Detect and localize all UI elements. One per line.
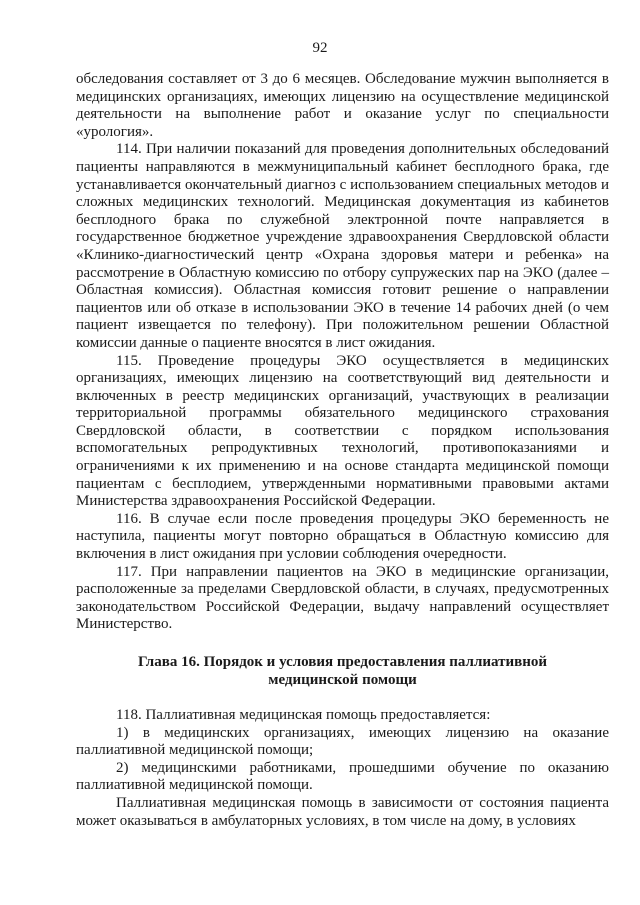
page-number: 92 (312, 40, 328, 56)
paragraph-118: 118. Паллиативная медицинская помощь предоставляется: (116, 707, 491, 723)
paragraph-115: 115. Проведение процедуры ЭКО осуществляется в медицинских организациях, имеющих лицензию на соответствующий вид деятельности и включенных в реестр медицинских организаций, участвующих в реализации территориальной программы обязательного медицинского страхования Свердловской области, в соответствии с порядком использования вспомогательных репродуктивных технологий, противопоказаниями и ограничениями к их применению и на основе стандарта медицинской помощи пациентам с бесплодием, утвержденными нормативными правовыми актами Министерства здравоохранения Российской Федерации. (76, 352, 609, 510)
chapter-heading-line-1: Глава 16. Порядок и условия предоставления паллиативной (137, 654, 548, 670)
paragraph-continuation: обследования составляет от 3 до 6 месяцев. Обследование мужчин выполняется в медицинских организациях, имеющих лицензию на осуществление медицинской деятельности на выполнение работ и оказание услуг по специальности «урология». (76, 71, 609, 140)
chapter-heading-line-2: медицинской помощи (268, 672, 417, 688)
list-item-1: 1) в медицинских организациях, имеющих лицензию на оказание паллиативной медицинской помощи; (76, 724, 609, 759)
chapter-heading (76, 653, 609, 689)
paragraph-117: 117. При направлении пациентов на ЭКО в медицинские организации, расположенные за пределами Свердловской области, в случаях, предусмотренных законодательством Российской Федерации, выдачу направлений осуществляет Министерство. (76, 563, 609, 633)
list-item-2: 2) медицинскими работниками, прошедшими обучение по оказанию паллиативной медицинской помощи. (76, 759, 609, 794)
paragraph-114: 114. При наличии показаний для проведения дополнительных обследований пациенты направляются в межмуниципальный кабинет бесплодного брака, где устанавливается окончательный диагноз с использованием специальных методов и сложных медицинских технологий. Медицинская документация из кабинетов бесплодного брака по служебной электронной почте направляется в государственное бюджетное учреждение здравоохранения Свердловской области «Клинико-диагностический центр «Охрана здоровья матери и ребенка» на рассмотрение в Областную комиссию по отбору супружеских пар на ЭКО (далее – Областная комиссия). Областная комиссия готовит решение о направлении пациентов или об отказе в использовании ЭКО в течение 14 рабочих дней (о чем пациент извещается по телефону). При положительном решении Областной комиссии данные о пациенте вносятся в лист ожидания. (76, 141, 609, 351)
paragraph-116: 116. В случае если после проведения процедуры ЭКО беременность не наступила, пациенты могут повторно обращаться в Областную комиссию для включения в лист ожидания при условии соблюдения очередности. (76, 510, 609, 563)
document-body (76, 71, 609, 830)
paragraph-palliative-conditions: Паллиативная медицинская помощь в зависимости от состояния пациента может оказываться в амбулаторных условиях, в том числе на дому, в условиях (76, 794, 609, 829)
